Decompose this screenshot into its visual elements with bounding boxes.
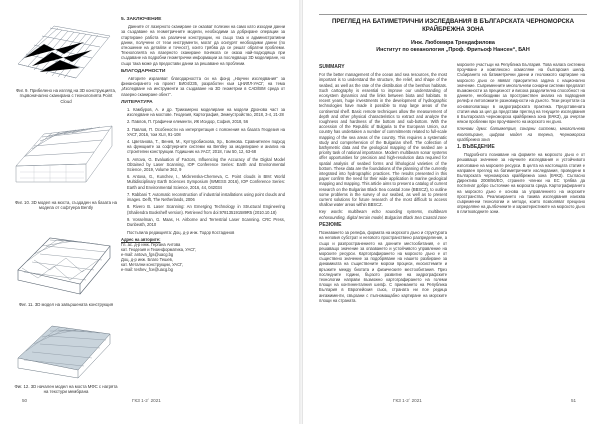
right-page-number: 51: [571, 398, 577, 403]
introduction-heading: 1. ВЪВЕДЕНИЕ: [457, 144, 495, 151]
figure-12: [14, 314, 114, 382]
reference-item: 4. Цветанова, Т., Венев, М., Културобискова, Хр., Боянова. Сравнителен подход на функциите за софтуерните системи на Bentley за моделиране и анализ на строителни конструкции. Годишник на УАСГ, 2018, том 50, 12, 63-68: [127, 139, 285, 155]
right-page: [302, 0, 600, 424]
left-page-number: 50: [22, 398, 28, 403]
address-line: Доц. д-р инж. Благо Тешев,: [121, 257, 173, 263]
resume-continued-paragraph: морските участъци на Република България. Това налага системно проучване и комплексно осмисляне на българския шелф. Събирането на батиметрични данни и геоложкото картиране на морското дъно се явяват приоритетна задача с национално значение. Съвременните многолъчеви сонарни системи предлагат възможности за прецизност и висока разделителна способност на данните, необходими за пространствен анализ на подводния релеф и литоложките разновидности на дъното. Тези резултати са основополагащи в хидрографската практика. Представената статия има за цел да представи преглед на текущите изследвания в Българската черноморска крайбрежна зона (БЧКЗ), да очертае някои проблеми при проучването на морското ни дъно.: [457, 62, 585, 125]
address-line: кат. Метални конструкции, УАСГ,: [121, 262, 183, 268]
header-rule: [319, 14, 587, 15]
figure-10-caption: Фиг. 10. 3D модел на моста, създаден на базата на модела от софтуера Bently: [14, 200, 118, 211]
left-text-column: [121, 14, 285, 272]
figure-11: [14, 220, 114, 300]
address-line: кат. Геодезия и Геоинформатика, УАСГ,: [121, 247, 197, 253]
conclusion-paragraph: Данните от лазерното сканиране се оказват полезни на само като изходни данни за създаване на геометричните модели, необходими за добриране операции за стартиране работа на различни конструкции, но също така и административни данни, получени от тези инструменти, могат да осигурят необходими данни (по отношение на детайли и точност), които трябва да се решат обратни проблеми. Технологията на лазерното сканиране понякога се оказа най-подходяща при създаване на подробни геометрични информации за последващо 3D моделиране, но също така може да предостави данни за решаване на проблеми.: [121, 24, 285, 66]
reference-item: 7. Rabbani T. Automatic reconstruction of industrial installations using point clouds and images. Delft, The Netherlands, 2006: [127, 191, 285, 203]
figure-11-caption: Фиг. 11. 3D модел на завършената конструкция: [18, 302, 114, 307]
figure-12-caption: Фиг. 12. 3D начален модел на моста МФС с нагрята на текстури мембрана: [14, 384, 118, 395]
right-journal-footer: ГКЗ 1-2` 2021: [393, 398, 422, 403]
acknowledgements-paragraph: Авторите изразяват благодарността си на фонд „Научни изследвания“ за финансирането на проект БИ04/235, разработен към ЦНИЛЛ-УАСГ, на тема „Изследване на инструменти за създаване на 3D геометрии в CAD/BIM среда от лазерно сканиране обект“.: [121, 76, 285, 97]
right-column-2: [457, 62, 585, 217]
figure-9-caption: Фиг. 9. Прибелено на изгляд на 3D конструкцията, първоначално сканирана с технологията Point Cloud: [15, 88, 117, 104]
author-address: [121, 237, 285, 272]
reference-item: 2. Павлов, П. Графични елементи, ИК Исидор, София, 2018, 56: [127, 119, 249, 125]
figure-9: [14, 14, 114, 86]
address-line: Гл. ас. д-р инж. Гергана Антова: [121, 242, 181, 248]
reference-item: 6. Antova, G., Kunchev, I., Mickrenska-Cherneva, C. Point clouds in BIM: World Multidisciplinary Earth Sciences Symposium (WMESS 2016), IOP Conference Series: Earth and Environmental Science, 2016, 44, 042034: [127, 174, 285, 190]
summary-paragraph: For the better management of the ocean and sea resources, the most important is to understand the structure, the relief, and shape of the seabed, as well as the rate of the distribution of the benthos habitats. Such cartography is essential to improve our understanding of ecosystem dynamics and the links between biota and habitats. In recent years, huge investments in the development of hydrographic technologies have made it possible to map large areas of the continental shelf. Basic remote techniques allow the measurement of depth and other physical characteristics to extract and analyze the roughness and hardness of the bottom and sub-bottom. With the accession of the Republic of Bulgaria to the European Union, our country has undertaken a number of commitments related to full-scale mapping of the sea areas of the country. This requires a systematic study and comprehension of the Bulgarian shelf. The collection of bathymetric data and the geological mapping of the seabed are a priority task of national importance. Modern multibeam sonar systems offer opportunities for precision and high-resolution data required for spatial analysis of seabed forms and lithological varieties of the bottom. These data are the foundations of the planning of the currently integrated into hydrographic practices. The results presented in this paper confirm the need for their wide application in marine geological mapping and mapping. This article aims to present a catalog of current research on the Bulgarian Black Sea coastal zone (BBSCZ), to outline some problems in the survey of our seabed, as well as to present current solutions for future research of the most difficult to access shallow water areas within BBSCZ.: [319, 72, 447, 208]
conclusion-heading: 5. ЗАКЛЮЧЕНИЕ: [121, 17, 162, 22]
received-note: Постъпила редакцията: Доц. д-р инж. Тодор Костадинов: [127, 230, 235, 236]
references-list: [121, 107, 285, 227]
truss-final-model-image: [14, 220, 114, 300]
author-affiliation: Институт по океанология „Проф. Фритьоф Нансен“, БАН: [376, 46, 530, 53]
keywords-bulgarian: Ключови думи: батиметрия, сонарни системи, многолъчево ехолотиране, цифров модел на терена, Черноморска крайбрежна зона: [457, 126, 585, 142]
reference-item: 3. Павлов, П. Особености на интерпретация с пояснения на базата Геодезия на УАСГ, 2016, том XLII, 91-108: [127, 126, 285, 137]
summary-heading: SUMMARY: [319, 64, 345, 70]
reference-item: 5. Antova, G. Evaluation of Factors, Influencing the Accuracy of the Digital Model Obtained by Laser Scanning, IOP Conference Series: Earth and Environmental Science, 2019, Volume 362, 9: [127, 156, 285, 173]
figure-10: [14, 106, 114, 198]
left-journal-footer: ГКЗ 1-2` 2021: [132, 398, 161, 403]
reference-item: 8. Rivero B. Laser Scanning: An Emerging Technology in Structural Engineering (Shailendra Bookshelf version). Retrieved from doi:978135191589R5 (2010.10.18): [127, 204, 285, 215]
address-heading: Адрес на авторите:: [121, 237, 161, 243]
truss-bentley-model-image: [14, 106, 114, 198]
article-author: [319, 40, 587, 54]
keywords-english: Key words: multibeam echo sounding systems, multibeam echosounding, digital terrain model, Bulgarian Black Sea Coastal zone: [319, 209, 447, 220]
resume-heading: РЕЗЮМЕ: [319, 221, 342, 228]
acknowledgements-heading: БЛАГОДАРНОСТИ: [121, 68, 166, 74]
resume-paragraph: Познаването за релефа, формата на морското дъно и структурата на неговия субстрат и неговото пространствено разпределение, а също и разпространението на донните местообитания, е от решаващо значение за опазването и устойчивото управление на морските ресурси. Картографирането на морското дъно е от съществено значение за подобряване на нашето разбиране за динамиката на съществените морски процеси, екосистемите и връзките между биотата и физическите местообитания. През последните години, бързото развитие на хидрографските технологии направи възможно картографирането на големи площи на континенталния шелф. С приемането на Република България в Европейския съюз, страната ни пое редица ангажименти, свързани с пълномащабно картиране на морските площи на страната.: [319, 230, 447, 303]
truss-membrane-model-image: [14, 314, 114, 382]
reference-item: 9. Vosselman, G. Maas, H. Airborne and Terrestrial Laser Scanning. CRC Press, Dunbeath, 2010: [127, 216, 285, 227]
references-heading: ЛИТЕРАТУРА: [121, 99, 153, 105]
email-link[interactable]: e-mail: antova_fgs@uacg.bg: [121, 252, 174, 258]
introduction-paragraph: Подробното познаване на формите на морското дъно е от решаващо значение за научните изследвания и устойчивото използване на морските ресурси. В целта на настоящата статия е направен преглед на батиметричните изследвания, проведени в Българската черноморска крайбрежна зона (БЧКЗ). Съгласно Директива 2008/56/ЕО, страните членки на ЕС трябва да постигнат добро състояние на морската среда. Картографирането на морското дъно е основа за управлението на морските пространства. Реализирането на такива изследвания изисква съвременни технологии и методи, които позволяват прецизно определяне на дълбочините и характеристиките на морското дъно в плитководните зони.: [457, 152, 585, 215]
author-name: Инж. Любомира Трендафилова: [411, 40, 495, 46]
reference-item: 1. Камбуров, А. и др. Триизмерно моделиране на модели Дронова част за изследване на мостове. Геодезия, Картография, Земеустройство, 2018, 3-4, 21-28: [127, 107, 285, 118]
article-title: ПРЕГЛЕД НА БАТИМЕТРИЧНИ ИЗСЛЕДВАНИЯ В БЪЛГАРСКАТА ЧЕРНОМОРСКА КРАЙБРЕЖНА ЗОНА: [331, 18, 575, 33]
right-column-1: [319, 62, 447, 305]
truss-point-cloud-image: [14, 14, 114, 86]
email-link[interactable]: e-mail: teshev_fce@uacg.bg: [121, 267, 173, 273]
